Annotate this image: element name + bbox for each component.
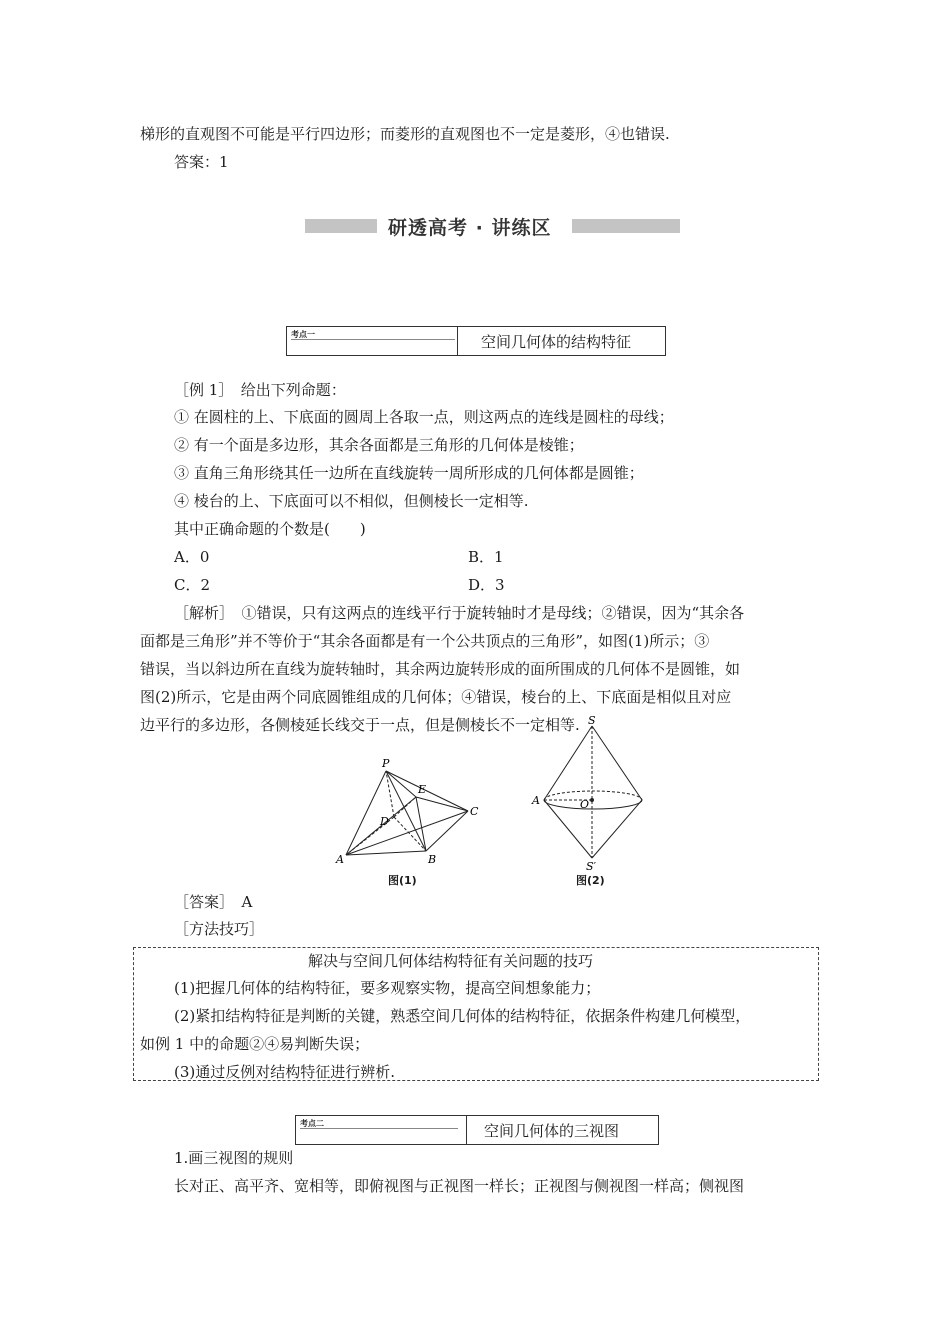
example-question: 其中正确命题的个数是( )	[174, 520, 366, 538]
example-heading: ［例 1］ 给出下列命题：	[174, 381, 346, 399]
analysis-line-5: 边平行的多边形，各侧棱延长线交于一点，但是侧棱长不一定相等.	[140, 716, 580, 734]
figure-1-pyramid	[330, 755, 490, 890]
answer-label: ［答案］ A	[174, 893, 253, 911]
edge-ec	[416, 797, 468, 811]
figure-2-double-cone	[528, 712, 658, 872]
upper-cone-right-edge	[592, 726, 642, 800]
topic-tag-underline	[291, 339, 455, 340]
hidden-edge-de	[394, 797, 416, 817]
upper-cone-left-edge	[544, 726, 592, 800]
topic-tag: 考点二	[300, 1119, 324, 1128]
topic-divider	[457, 327, 458, 355]
option-d: D．3	[468, 576, 505, 594]
method-tip-3: (3)通过反例对结构特征进行辨析.	[174, 1063, 396, 1081]
topic-tag: 考点一	[291, 330, 315, 339]
edge-ab	[346, 851, 426, 855]
proposition-1: ① 在圆柱的上、下底面的圆周上各取一点，则这两点的连线是圆柱的母线；	[174, 408, 674, 426]
topic-divider	[466, 1116, 467, 1144]
proposition-2: ② 有一个面是多边形，其余各面都是三角形的几何体是棱锥；	[174, 436, 584, 454]
edge-eb	[416, 797, 426, 851]
edge-pe	[386, 771, 416, 797]
edge-bc	[426, 811, 468, 851]
rules-heading: 1.画三视图的规则	[174, 1149, 294, 1167]
label-s: S	[588, 714, 596, 727]
edge-pc	[386, 771, 468, 811]
option-c: C．2	[174, 576, 211, 594]
label-b: B	[428, 853, 437, 866]
label-c: C	[470, 805, 479, 818]
label-e: E	[418, 783, 427, 796]
option-a: A．0	[174, 548, 210, 566]
label-o: O	[580, 798, 590, 811]
analysis-line-4: 图(2)所示，它是由两个同底圆锥组成的几何体；④错误，棱台的上、下底面是相似且对应	[140, 688, 732, 706]
method-title: 解决与空间几何体结构特征有关问题的技巧	[308, 952, 594, 970]
method-heading: ［方法技巧］	[174, 920, 265, 938]
rules-line-1: 长对正、高平齐、宽相等，即俯视图与正视图一样长；正视图与侧视图一样高；侧视图	[174, 1177, 745, 1195]
label-a: A	[336, 853, 344, 866]
option-b: B．1	[468, 548, 504, 566]
banner-bar-left	[305, 219, 377, 233]
analysis-line-2: 面都是三角形”并不等价于“其余各面都是有一个公共顶点的三角形”，如图(1)所示；③	[140, 632, 710, 650]
method-tip-1: (1)把握几何体的结构特征，要多观察实物，提高空间想象能力；	[174, 979, 601, 997]
section-banner-title: 研透高考 · 讲练区	[388, 217, 552, 239]
topic-title: 空间几何体的结构特征	[481, 333, 632, 351]
topic-tag-underline	[300, 1128, 458, 1129]
analysis-line-1: ［解析］ ①错误，只有这两点的连线平行于旋转轴时才是母线；②错误，因为“其余各	[174, 604, 745, 622]
topic-title: 空间几何体的三视图	[484, 1122, 620, 1140]
method-tip-2-cont: 如例 1 中的命题②④易判断失误；	[140, 1035, 370, 1053]
proposition-4: ④ 棱台的上、下底面可以不相似，但侧棱长一定相等.	[174, 492, 529, 510]
hidden-edge-db	[394, 817, 426, 851]
intro-line: 梯形的直观图不可能是平行四边形；而菱形的直观图也不一定是菱形，④也错误.	[140, 125, 670, 143]
figure-1-caption: 图(1)	[388, 874, 417, 887]
label-p: P	[382, 757, 390, 770]
label-d: D	[380, 815, 389, 828]
proposition-3: ③ 直角三角形绕其任一边所在直线旋转一周所形成的几何体都是圆锥；	[174, 464, 644, 482]
analysis-line-3: 错误，当以斜边所在直线为旋转轴时，其余两边旋转形成的面所围成的几何体不是圆锥，如	[140, 660, 741, 678]
intro-answer: 答案：1	[174, 153, 229, 171]
topic-box-1	[286, 326, 666, 356]
topic-box-2	[295, 1115, 659, 1145]
label-s-prime: S′	[586, 860, 597, 872]
center-point-o	[590, 798, 594, 802]
label-a2: A	[532, 794, 540, 807]
banner-bar-right	[572, 219, 680, 233]
method-tip-2: (2)紧扣结构特征是判断的关键，熟悉空间几何体的结构特征，依据条件构建几何模型，	[174, 1007, 751, 1025]
figure-2-caption: 图(2)	[576, 874, 605, 887]
